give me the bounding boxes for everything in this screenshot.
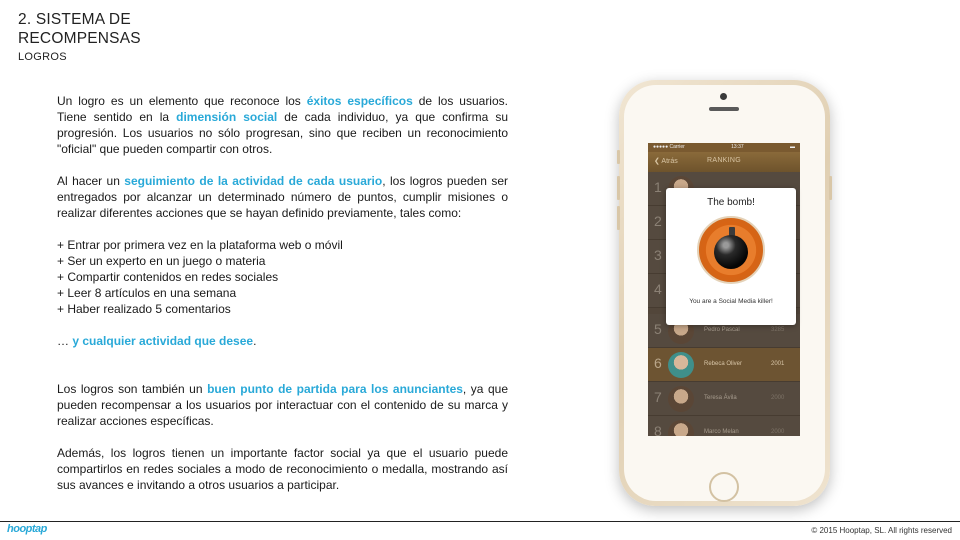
list-item: + Leer 8 artículos en una semana — [57, 286, 237, 300]
text-span: . — [253, 334, 257, 348]
paragraph-advertisers — [57, 381, 508, 429]
text-span: , los logros pueden ser entregados por alcanzar un determinado número de puntos, cumplir misiones o realizar diferentes acciones que se hayan definido previamente, tales como: — [57, 174, 508, 220]
text-span: Un logro es un elemento que reconoce los — [57, 94, 307, 108]
text-span: … — [57, 334, 73, 348]
copyright-text: © 2015 Hooptap, SL. All rights reserved — [811, 526, 952, 535]
rank-points: 3285 — [771, 327, 785, 333]
paragraph-tracking — [57, 173, 508, 221]
rank-number: 5 — [654, 321, 662, 337]
ranking-row[interactable] — [648, 382, 800, 416]
highlight-text: éxitos específicos — [306, 94, 413, 108]
power-button — [829, 176, 832, 200]
highlight-text: buen punto de partida para los anunciantes — [207, 382, 463, 396]
paragraph-intro — [57, 93, 508, 157]
text-span: , ya que pueden recompensar a los usuarios por interactuar con el contenido de su marca y realizar acciones específicas. — [57, 382, 509, 428]
list-item: + Ser un experto en un juego o materia — [57, 254, 266, 268]
text-span: Al hacer un — [57, 174, 125, 188]
achievement-popup[interactable] — [666, 188, 796, 325]
rank-name: Rebeca Oliver — [704, 361, 743, 367]
highlight-text: dimensión social — [176, 110, 278, 124]
page-title — [18, 10, 141, 48]
paragraph-any-activity — [57, 333, 508, 349]
list-item: + Entrar por primera vez en la plataforma web o móvil — [57, 238, 343, 252]
highlight-text: y cualquier actividad que desee — [72, 334, 254, 348]
home-button — [709, 472, 739, 502]
rank-points: 2001 — [771, 361, 785, 367]
avatar — [668, 352, 694, 378]
mute-switch — [617, 150, 620, 164]
rank-number: 2 — [654, 213, 662, 229]
page-subtitle: LOGROS — [18, 51, 67, 63]
rank-number: 7 — [654, 389, 662, 405]
list-item: + Compartir contenidos en redes sociales — [57, 270, 279, 284]
clock-label: 13:37 — [731, 144, 744, 150]
text-span: Los logros son también un — [57, 382, 208, 396]
text-span: de los usuarios. Tiene sentido en la — [57, 94, 508, 124]
speaker-grille — [709, 107, 739, 111]
carrier-label: ●●●●● Carrier — [653, 144, 685, 150]
popup-title: The bomb! — [707, 197, 755, 208]
popup-message: You are a Social Media killer! — [689, 298, 773, 305]
back-button[interactable]: ❮ Atrás — [654, 158, 678, 165]
rank-points: 2000 — [771, 429, 785, 435]
footer-divider — [0, 521, 960, 522]
avatar — [668, 420, 694, 436]
volume-up-button — [617, 176, 620, 200]
hooptap-logo: hooptap — [7, 523, 47, 535]
volume-down-button — [617, 206, 620, 230]
page-title-line-2: RECOMPENSAS — [18, 30, 141, 47]
rank-number: 1 — [654, 179, 662, 195]
rank-points: 2000 — [771, 395, 785, 401]
avatar — [668, 386, 694, 412]
rank-number: 6 — [654, 355, 662, 371]
achievement-badge — [697, 216, 765, 284]
bomb-icon — [714, 235, 748, 269]
text-span: de cada individuo, ya que confirma su progresión. Los usuarios no sólo progresan, sino que reciben un reconocimiento "oficial" que pueden compartir con otros. — [57, 110, 508, 156]
examples-list — [57, 237, 508, 317]
rank-number: 4 — [654, 281, 662, 297]
highlight-text: seguimiento de la actividad de cada usuario — [124, 174, 383, 188]
camera-icon — [720, 93, 727, 100]
rank-name: Teresa Ávila — [704, 395, 737, 401]
list-item: + Haber realizado 5 comentarios — [57, 302, 231, 316]
page-title-line-1: 2. SISTEMA DE — [18, 11, 131, 28]
status-bar — [648, 143, 800, 152]
nav-bar — [648, 152, 800, 172]
rank-name: Marco Melan — [704, 429, 739, 435]
nav-title: RANKING — [707, 157, 741, 164]
rank-number: 8 — [654, 423, 662, 436]
body-text — [57, 93, 508, 509]
paragraph-social: Además, los logros tienen un importante factor social ya que el usuario puede compartirlos en redes sociales a modo de reconocimiento o medalla, mostrando así sus avances e invitando a otros usuarios a participar. — [57, 446, 508, 492]
battery-icon: ▬ — [789, 144, 795, 150]
ranking-row[interactable] — [648, 416, 800, 436]
rank-name: Pedro Pascal — [704, 327, 740, 333]
ranking-row-selected[interactable] — [648, 348, 800, 382]
rank-number: 3 — [654, 247, 662, 263]
